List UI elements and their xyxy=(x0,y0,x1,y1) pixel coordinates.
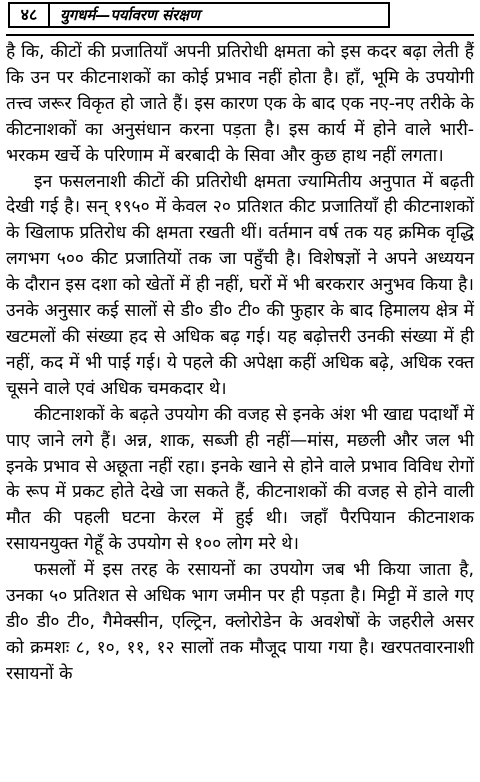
paragraph-3: कीटनाशकों के बढ़ते उपयोग की वजह से इनके अंश भी खाद्य पदार्थों में पाए जाने लगे हैं। अन्न, शाक, सब्जी ही नहीं—मांस, मछली और जल भी इनके प्रभाव से अछूता नहीं रहा। इनके खाने से होने वाले प्रभाव विविध रोगों के रूप में प्रकट होते देखे जा सकते हैं, कीटनाशकों की वजह से होने वाली मौत की पहली घटना केरल में हुई थी। जहाँ पैरपियान कीटनाशक रसायनयुक्त गेहूँ के उपयोग से १०० लोग मरे थे। xyxy=(6,404,474,555)
paragraph-4: फसलों में इस तरह के रसायनों का उपयोग जब भी किया जाता है, उनका ५० प्रतिशत से अधिक भाग जमीन पर ही पड़ता है। मिट्टी में डाले गए डी० डी० टी०, गैमेक्सीन, एल्ट्रिन, क्लोरोडेन के अवशेषों के जहरीले असर को क्रमशः ८, १०, ११, १२ सालों तक मौजूद पाया गया है। खरपतवारनाशी रसायनों के xyxy=(6,560,474,684)
running-title: युगधर्म—पर्यावरण संरक्षण xyxy=(50,2,390,28)
page-number: ४८ xyxy=(8,2,50,28)
body-text xyxy=(6,40,474,688)
paragraph-1: है कि, कीटों की प्रजातियाँ अपनी प्रतिरोधी क्षमता को इस कदर बढ़ा लेती हैं कि उन पर कीटनाशकों का कोई प्रभाव नहीं होता है। हाँ, भूमि के उपयोगी तत्त्व जरूर विकृत हो जाते हैं। इस कारण एक के बाद एक नए-नए तरीके के कीटनाशकों का अनुसंधान करना पड़ता है। इस कार्य में होने वाले भारी-भरकम खर्चे के परिणाम में बरबादी के सिवा और कुछ हाथ नहीं लगता। xyxy=(6,42,474,166)
page-header xyxy=(6,0,474,36)
paragraph-2: इन फसलनाशी कीटों की प्रतिरोधी क्षमता ज्यामितीय अनुपात में बढ़ती देखी गई है। सन् १९५० में केवल २० प्रतिशत कीट प्रजातियाँ ही कीटनाशकों के खिलाफ प्रतिरोध की क्षमता रखती थीं। वर्तमान वर्ष तक यह क्रमिक वृद्धि लगभग ५०० कीट प्रजातियों तक जा पहुँची है। विशेषज्ञों ने अपने अध्ययन के दौरान इस दशा को खेतों में ही नहीं, घरों में भी बरकरार अनुभव किया है। उनके अनुसार कई सालों से डी० डी० टी० की फुहार के बाद हिमालय क्षेत्र में खटमलों की संख्या हद से अधिक बढ़ गई। यह बढ़ोत्तरी उनकी संख्या में ही नहीं, कद में भी पाई गई। ये पहले की अपेक्षा कहीं अधिक बढ़े, अधिक रक्त चूसने वाले एवं अधिक चमकदार थे। xyxy=(6,171,474,399)
